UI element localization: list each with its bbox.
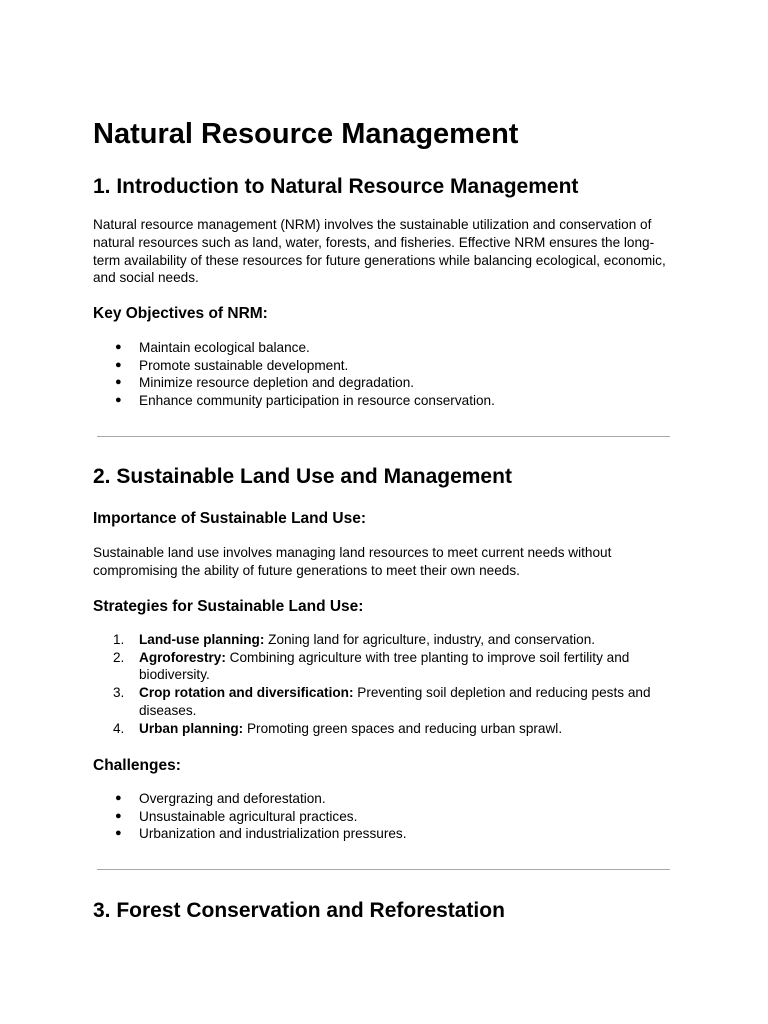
importance-text: Sustainable land use involves managing land resources to meet current needs without compromising the ability of future generations to meet their own needs. <box>93 545 612 578</box>
challenges-heading: Challenges: <box>93 757 181 774</box>
strategy-term: Urban planning: <box>139 720 244 736</box>
list-item <box>93 374 675 392</box>
section-1-intro: Natural resource management (NRM) involves the sustainable utilization and conservation of natural resources such as land, water, forests, and fisheries. Effective NRM ensures the long-term availability of these resources for future generations while balancing ecological, economic, and social needs. <box>93 217 666 286</box>
list-item-text: Maintain ecological balance. <box>139 340 310 355</box>
list-item-text: Overgrazing and deforestation. <box>139 791 326 806</box>
objectives-list <box>93 339 675 410</box>
importance-heading: Importance of Sustainable Land Use: <box>93 510 367 527</box>
section-2-heading: 2. Sustainable Land Use and Management <box>93 465 512 488</box>
bullet-icon: ● <box>115 394 122 407</box>
strategy-term: Land-use planning: <box>139 632 265 647</box>
strategies-heading: Strategies for Sustainable Land Use: <box>93 598 364 615</box>
list-number: 3. <box>113 685 125 701</box>
bullet-icon: ● <box>115 358 122 371</box>
list-item <box>93 808 675 826</box>
list-item <box>93 684 675 719</box>
strategy-description: Zoning land for agriculture, industry, and conservation. <box>264 632 596 647</box>
list-item-text: Urbanization and industrialization pressures. <box>139 826 407 842</box>
list-item <box>93 649 675 684</box>
list-item <box>93 392 675 410</box>
list-number: 2. <box>113 649 125 665</box>
strategy-term: Agroforestry: <box>139 649 226 665</box>
bullet-icon: ● <box>115 376 122 389</box>
list-item <box>93 357 675 375</box>
document-title: Natural Resource Management <box>93 118 519 150</box>
list-item <box>93 720 675 738</box>
list-number: 4. <box>113 720 125 736</box>
strategy-description: Combining agriculture with tree planting to improve soil fertility and biodiversity. <box>139 649 630 683</box>
objectives-heading: Key Objectives of NRM: <box>93 305 268 322</box>
list-item <box>93 790 675 808</box>
list-item-text: Minimize resource depletion and degradation. <box>139 375 415 391</box>
list-item-text: Enhance community participation in resource conservation. <box>139 393 495 409</box>
section-divider <box>97 869 670 870</box>
strategies-list <box>93 631 675 737</box>
list-item-text: Unsustainable agricultural practices. <box>139 808 358 824</box>
section-divider <box>97 436 670 437</box>
bullet-icon: ● <box>115 809 122 822</box>
bullet-icon: ● <box>115 341 122 353</box>
challenges-list <box>93 790 675 843</box>
list-item <box>93 825 675 843</box>
list-item <box>93 631 675 649</box>
list-item <box>93 339 675 357</box>
strategy-description: Promoting green spaces and reducing urban sprawl. <box>243 720 563 736</box>
strategy-description: Preventing soil depletion and reducing pests and diseases. <box>139 685 651 718</box>
bullet-icon: ● <box>115 792 122 804</box>
list-item-text: Promote sustainable development. <box>139 357 349 373</box>
section-3-heading: 3. Forest Conservation and Reforestation <box>93 899 505 922</box>
strategy-term: Crop rotation and diversification: <box>139 685 354 701</box>
section-1-heading: 1. Introduction to Natural Resource Management <box>93 175 579 198</box>
list-number: 1. <box>113 632 125 647</box>
bullet-icon: ● <box>115 827 122 840</box>
